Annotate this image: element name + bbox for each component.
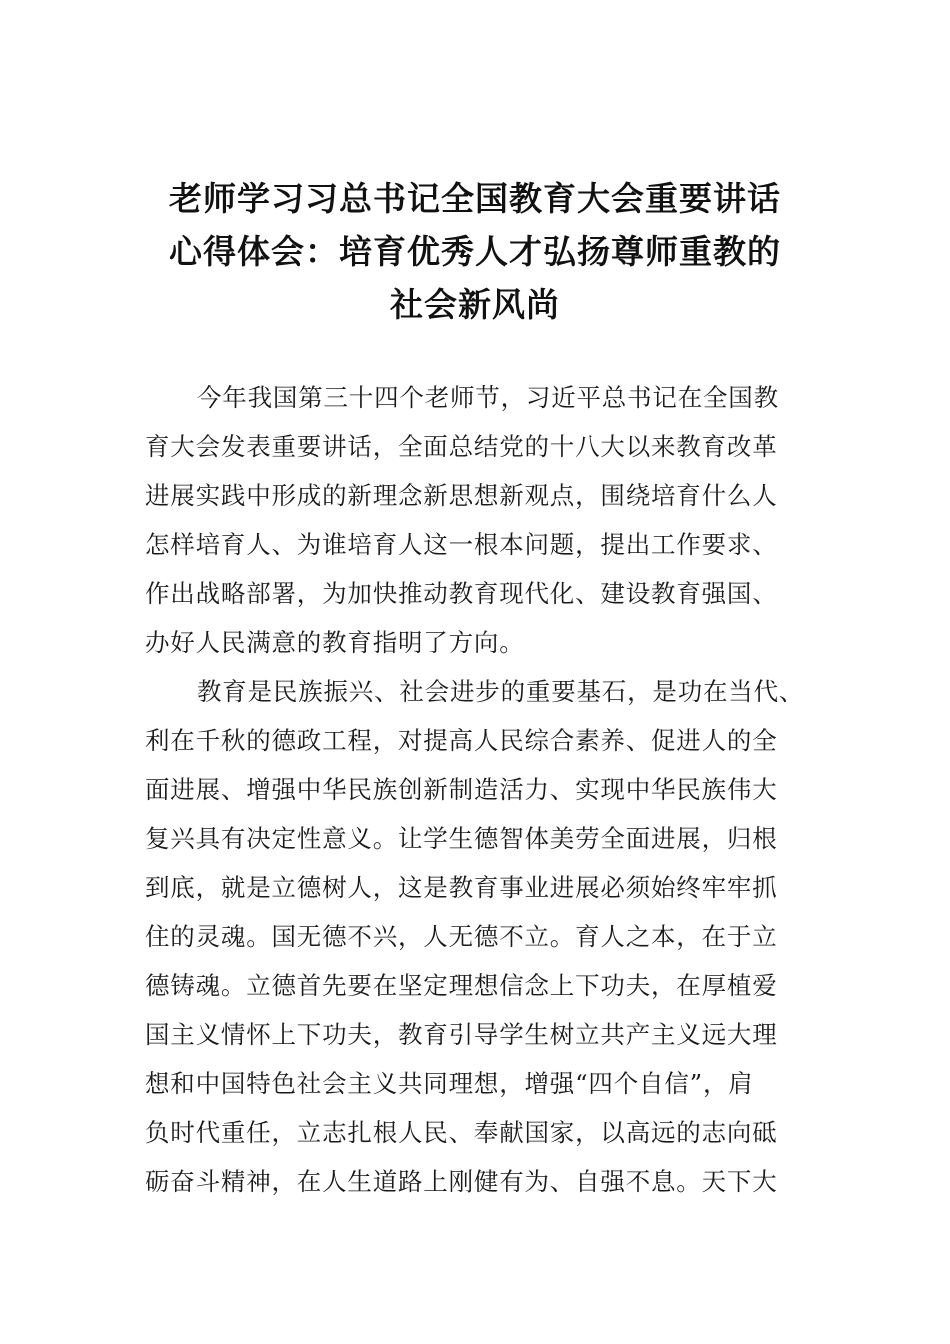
text-line: 负时代重任，立志扎根人民、奉献国家，以高远的志向砥 [145, 1118, 778, 1147]
text-line: 住的灵魂。国无德不兴，人无德不立。育人之本，在于立 [145, 922, 778, 951]
text-line: 作出战略部署，为加快推动教育现代化、建设教育强国、 [145, 579, 778, 608]
text-line: 到底，就是立德树人，这是教育事业进展必须始终牢牢抓 [145, 873, 778, 902]
text-line: 育大会发表重要讲话，全面总结党的十八大以来教育改革 [145, 432, 778, 461]
document-body [145, 373, 825, 1206]
text-line: 想和中国特色社会主义共同理想，增强“四个自信”，肩 [145, 1069, 754, 1098]
text-line: 面进展、增强中华民族创新制造活力、实现中华民族伟大 [145, 775, 778, 804]
text-line: 教育是民族振兴、社会进步的重要基石，是功在当代、 [197, 677, 805, 706]
title-line: 老师学习习总书记全国教育大会重要讲话 [169, 179, 781, 218]
text-line: 办好人民满意的教育指明了方向。 [145, 628, 525, 657]
text-line: 国主义情怀上下功夫，教育引导学生树立共产主义远大理 [145, 1020, 778, 1049]
document-title [100, 172, 850, 331]
paragraph-2 [145, 667, 825, 1206]
text-line: 德铸魂。立德首先要在坚定理想信念上下功夫，在厚植爱 [145, 971, 778, 1000]
text-line: 复兴具有决定性意义。让学生德智体美劳全面进展，归根 [145, 824, 778, 853]
title-line: 社会新风尚 [390, 285, 560, 324]
text-line: 利在千秋的德政工程，对提高人民综合素养、促进人的全 [145, 726, 778, 755]
paragraph-1 [145, 373, 825, 667]
text-line: 怎样培育人、为谁培育人这一根本问题，提出工作要求、 [145, 530, 778, 559]
title-line: 心得体会：培育优秀人才弘扬尊师重教的 [169, 232, 781, 271]
text-line: 进展实践中形成的新理念新思想新观点，围绕培育什么人 [145, 481, 778, 510]
text-line: 今年我国第三十四个老师节，习近平总书记在全国教 [197, 383, 779, 412]
text-line: 砺奋斗精神，在人生道路上刚健有为、自强不息。天下大 [145, 1167, 778, 1196]
